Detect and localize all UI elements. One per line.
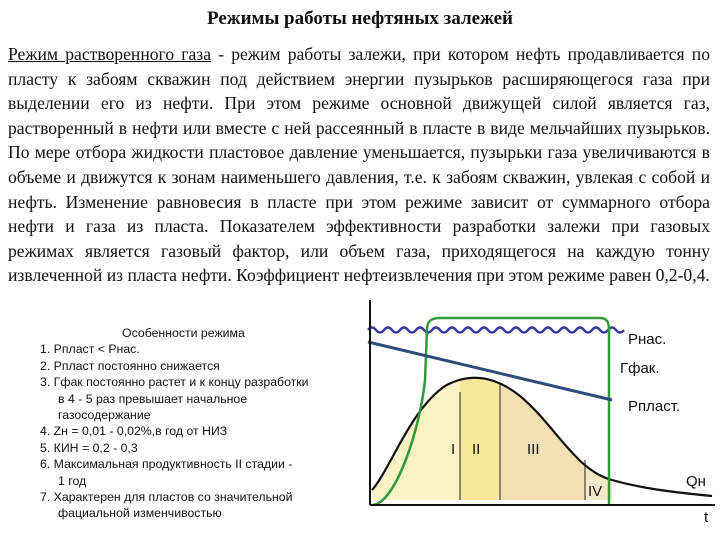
label-g-fact: Гфак. bbox=[620, 360, 660, 377]
paragraph-term: Режим растворенного газа bbox=[8, 44, 212, 64]
features-item-6-cont: 1 год bbox=[58, 473, 87, 488]
features-header: Особенности режима bbox=[122, 326, 245, 340]
features-item-1: 1. Рпласт < Рнас. bbox=[40, 342, 140, 357]
page-title: Режимы работы нефтяных залежей bbox=[207, 8, 513, 29]
features-item-3-cont-1: в 4 - 5 раз превышает начальное bbox=[58, 391, 248, 406]
label-stage-2: II bbox=[472, 441, 481, 458]
p-sat-line bbox=[368, 328, 624, 333]
features-item-7-cont: фациальной изменчивостью bbox=[58, 506, 222, 521]
label-stage-4: IV bbox=[588, 483, 603, 500]
label-p-sat: Рнас. bbox=[628, 331, 667, 348]
features-item-6: 6. Максимальная продуктивность II стадии - bbox=[40, 457, 293, 472]
label-stage-1: I bbox=[451, 441, 456, 458]
features-item-3-cont-2: газосодержание bbox=[58, 408, 151, 423]
label-p-res: Рпласт. bbox=[628, 398, 681, 415]
label-stage-3: III bbox=[527, 441, 540, 458]
features-item-2: 2. Рпласт постоянно снижается bbox=[40, 358, 220, 373]
features-item-7: 7. Характерен для пластов со значительной bbox=[40, 490, 293, 505]
features-item-3: 3. Гфак постоянно растет и к концу разработки bbox=[40, 375, 309, 390]
label-q-oil: Qн bbox=[686, 473, 706, 490]
paragraph-text: - режим работы залежи, при котором нефть продавливается по пласту к забоям скважин под действием энергии пузырьков расширяющегося газа при выделении его из нефти. При этом режиме основной движущей силой является газ, растворенный в нефти или вместе с ней рассеянный в пласте в виде мельчайших пузырьков. По мере отбора жидкости пластовое давление уменьшается, пузырьки газа увеличиваются в объеме и движутся к зонам наименьшего давления, т.е. к забоям скважин, увлекая с собой и нефть. Изменение равновесия в пласте при этом режиме зависит от суммарного отбора нефти и газа из пласта. Показателем эффективности разработки залежи при газовых режимах является газовый фактор, или объем газа, приходящегося на каждую тонну извлеченной из пласта нефти. Коэффициент нефтеизвлечения при этом режиме равен 0,2-0,4. bbox=[8, 44, 710, 286]
features-item-4: 4. Zн = 0,01 - 0,02%,в год от НИЗ bbox=[40, 424, 228, 439]
stage-fills bbox=[372, 378, 612, 500]
features-item-5: 5. КИН = 0,2 - 0,3 bbox=[40, 440, 138, 455]
label-time: t bbox=[704, 509, 709, 526]
